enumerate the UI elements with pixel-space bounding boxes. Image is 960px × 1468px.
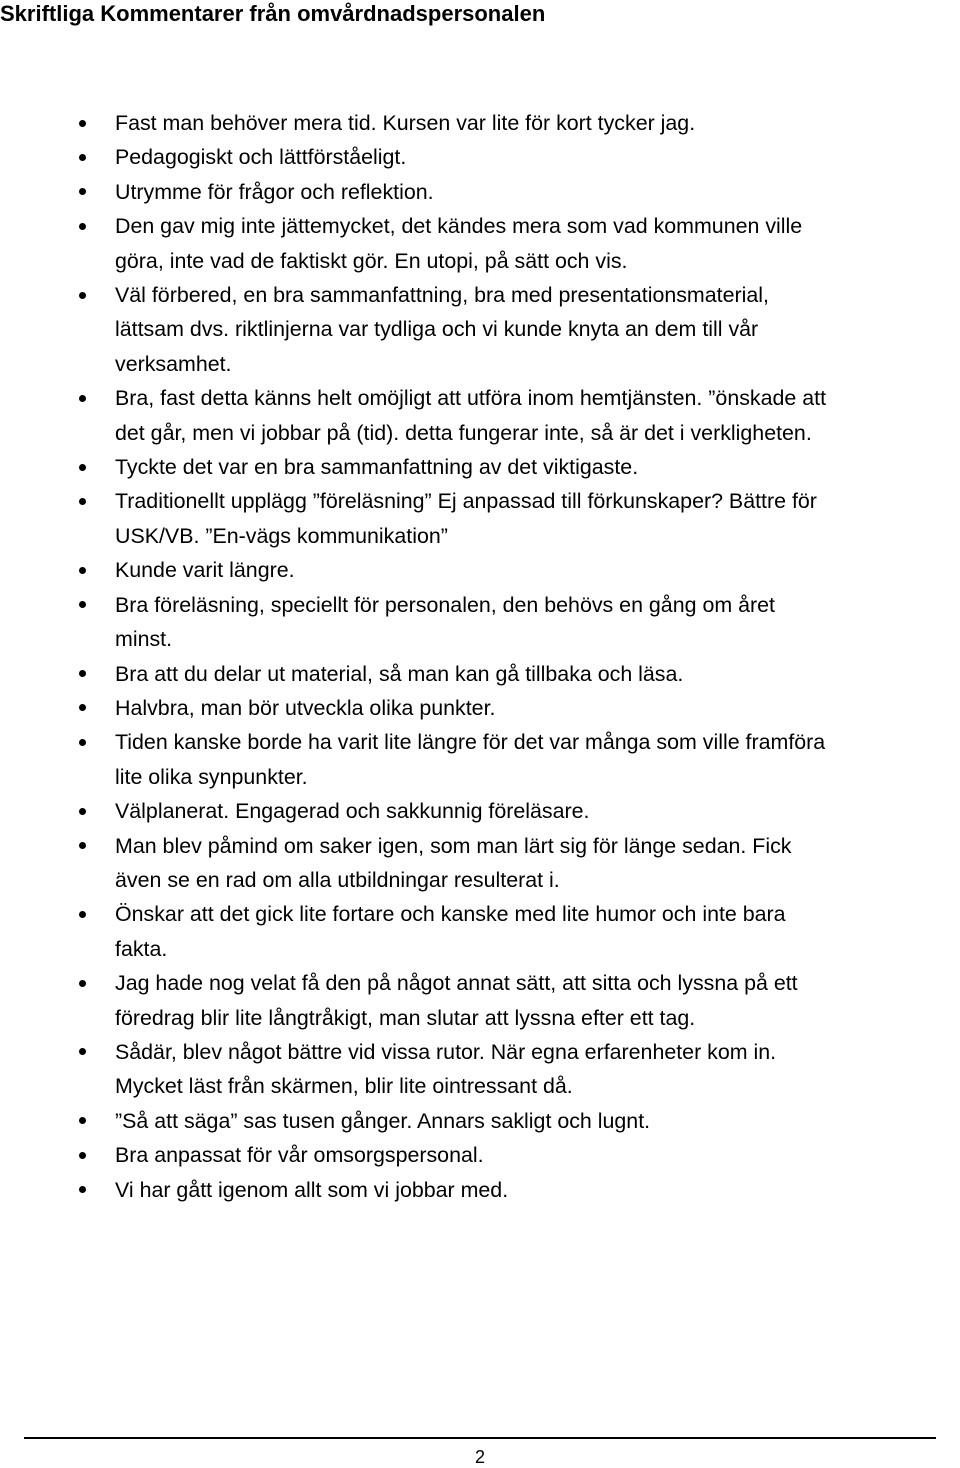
bullet-icon (79, 223, 86, 230)
comment-text: Tyckte det var en bra sammanfattning av det viktigaste. (115, 455, 639, 480)
bullet-icon (79, 188, 86, 195)
comment-text: Halvbra, man bör utveckla olika punkter. (115, 695, 496, 720)
bullet-icon (79, 1117, 86, 1124)
comment-text: Väl förbered, en bra sammanfattning, bra med presentationsmaterial, lättsam dvs. riktlinjerna var tydliga och vi kunde knyta an dem till vår verksamhet. (115, 283, 769, 376)
comment-item (0, 1035, 960, 1104)
comment-list (0, 106, 960, 1207)
comment-item (0, 829, 960, 898)
comment-text: Fast man behöver mera tid. Kursen var lite för kort tycker jag. (115, 111, 696, 135)
page-title: Skriftliga Kommentarer från omvårdnadspersonalen (0, 1, 546, 26)
comment-item (0, 794, 960, 828)
comment-text: Den gav mig inte jättemycket, det kändes mera som vad kommunen ville göra, inte vad de faktiskt gör. En utopi, på sätt och vis. (115, 214, 803, 273)
comment-text: Pedagogiskt och lättförståeligt. (115, 145, 407, 170)
bullet-icon (79, 1186, 86, 1193)
bullet-icon (79, 842, 86, 849)
comment-text: ”Så att säga” sas tusen gånger. Annars sakligt och lugnt. (115, 1108, 651, 1133)
comment-item (0, 140, 960, 174)
comment-item (0, 381, 960, 450)
bullet-icon (79, 704, 86, 711)
comment-item (0, 278, 960, 381)
footer-divider (24, 1437, 936, 1439)
comment-text: Traditionellt upplägg ”föreläsning” Ej anpassad till förkunskaper? Bättre för USK/VB. ”En-vägs kommunikation” (115, 489, 817, 548)
comment-item (0, 588, 960, 657)
bullet-icon (79, 292, 86, 299)
bullet-icon (79, 601, 86, 608)
comment-text: Utrymme för frågor och reflektion. (115, 179, 434, 204)
bullet-icon (79, 1152, 86, 1159)
comment-item (0, 209, 960, 278)
comment-text: Jag hade nog velat få den på något annat sätt, att sitta och lyssna på ett föredrag blir lite långtråkigt, man slutar att lyssna efter ett tag. (115, 971, 798, 1030)
bullet-icon (79, 120, 86, 127)
comment-item (0, 553, 960, 587)
comment-text: Sådär, blev något bättre vid vissa rutor. När egna erfarenheter kom in. Mycket läst från skärmen, blir lite ointressant då. (115, 1039, 777, 1099)
bullet-icon (79, 464, 86, 471)
comment-item (0, 106, 960, 140)
bullet-icon (79, 808, 86, 815)
bullet-icon (79, 498, 86, 505)
comment-text: Tiden kanske borde ha varit lite längre för det var många som ville framföra lite olika synpunkter. (115, 730, 826, 789)
comment-item (0, 484, 960, 553)
bullet-icon (79, 395, 86, 402)
comment-text: Bra föreläsning, speciellt för personalen, den behövs en gång om året minst. (115, 592, 775, 652)
comment-item (0, 450, 960, 484)
comment-item (0, 897, 960, 966)
comment-text: Vi har gått igenom allt som vi jobbar med. (115, 1177, 509, 1202)
comment-item (0, 691, 960, 725)
comment-text: Bra, fast detta känns helt omöjligt att utföra inom hemtjänsten. ”önskade att det går, men vi jobbar på (tid). detta fungerar inte, så är det i verkligheten. (115, 386, 827, 445)
bullet-icon (79, 1048, 86, 1055)
comment-text: Bra anpassat för vår omsorgspersonal. (115, 1143, 484, 1168)
page-number: 2 (474, 1447, 485, 1467)
comment-item (0, 1104, 960, 1138)
bullet-icon (79, 980, 86, 987)
bullet-icon (79, 567, 86, 574)
comment-text: Man blev påmind om saker igen, som man lärt sig för länge sedan. Fick även se en rad om alla utbildningar resulterat i. (115, 833, 792, 892)
comment-text: Välplanerat. Engagerad och sakkunnig föreläsare. (115, 799, 590, 824)
comment-item (0, 966, 960, 1035)
comment-item (0, 1173, 960, 1207)
bullet-icon (79, 911, 86, 918)
comment-item (0, 725, 960, 794)
comment-text: Kunde varit längre. (115, 558, 295, 583)
bullet-icon (79, 670, 86, 677)
comment-item (0, 657, 960, 691)
comment-text: Bra att du delar ut material, så man kan gå tillbaka och läsa. (115, 661, 684, 686)
bullet-icon (79, 154, 86, 161)
comment-text: Önskar att det gick lite fortare och kanske med lite humor och inte bara fakta. (115, 902, 786, 961)
bullet-icon (79, 739, 86, 746)
comment-item (0, 175, 960, 209)
comment-item (0, 1138, 960, 1172)
